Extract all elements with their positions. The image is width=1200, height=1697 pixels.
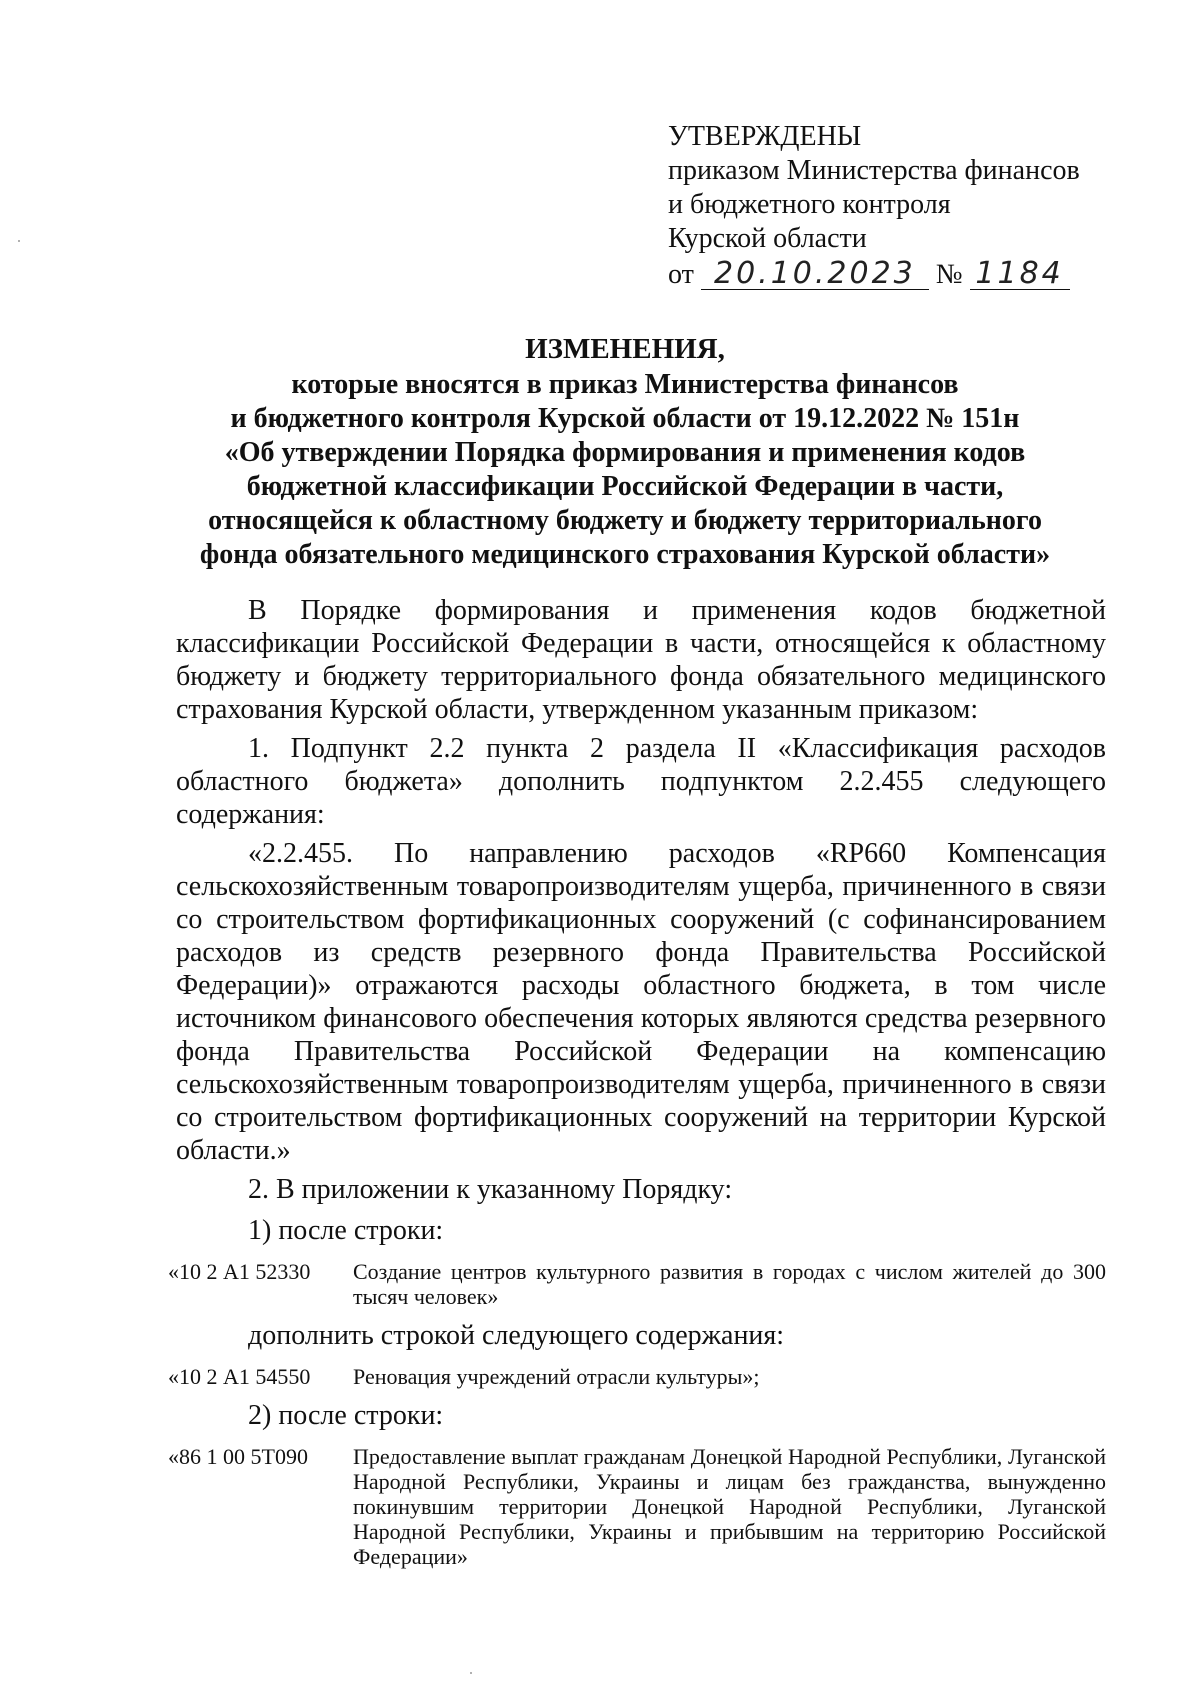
code-description: Реновация учреждений отрасли культуры»; bbox=[353, 1364, 760, 1389]
add-row-label: дополнить строкой следующего содержания: bbox=[248, 1320, 785, 1351]
code-description: Предоставление выплат гражданам Донецкой Народной Республики, Луганской Народной Республики, Украины и лицам без гражданства, вынужденно покинувшим территории Донецкой Народной Республики, Луганской Народной Республики, Украины и прибывшим на территорию Российской Федерации» bbox=[353, 1444, 1106, 1569]
heading-line: фонда обязательного медицинского страхования Курской области» bbox=[199, 539, 1051, 570]
item-1-text-paragraph: «2.2.455. По направлению расходов «RP660 Компенсация сельскохозяйственным товаропроизводителям ущерба, причиненного в связи со строительством фортификационных сооружений (с софинансированием расходов из средств резервного фонда Правительства Российской Федерации)» отражаются расходы областного бюджета, в том числе источником финансового обеспечения которых являются средства резервного фонда Правительства Российской Федерации на компенсацию сельскохозяйственным товаропроизводителям ущерба, причиненного в связи со строительством фортификационных сооружений на территории Курской области.» bbox=[176, 838, 1106, 1166]
handwritten-date: 20.10.2023 bbox=[701, 259, 929, 290]
subitem-2: 2) после строки: bbox=[248, 1400, 444, 1431]
item-2-paragraph: 2. В приложении к указанному Порядку: bbox=[248, 1174, 733, 1205]
approval-line-1: приказом Министерства финансов bbox=[668, 155, 1080, 186]
heading-line: которые вносятся в приказ Министерства финансов bbox=[291, 369, 959, 400]
scan-artifact bbox=[470, 1672, 472, 1674]
code-description: Создание центров культурного развития в городах с числом жителей до 300 тысяч человек» bbox=[353, 1259, 1106, 1309]
approval-title: УТВЕРЖДЕНЫ bbox=[668, 121, 862, 152]
from-label: от bbox=[668, 259, 694, 290]
approval-date-number bbox=[668, 258, 1148, 292]
approval-line-3: Курской области bbox=[668, 223, 867, 254]
budget-code: «10 2 А1 52330 bbox=[168, 1259, 311, 1284]
intro-paragraph: В Порядке формирования и применения кодов бюджетной классификации Российской Федерации в части, относящейся к областному бюджету и бюджету территориального фонда обязательного медицинского страхования Курской области, утвержденном указанным приказом: bbox=[176, 595, 1106, 725]
code-row bbox=[168, 1364, 1106, 1389]
subitem-1: 1) после строки: bbox=[248, 1215, 444, 1246]
code-row bbox=[168, 1444, 1106, 1569]
heading-line: бюджетной классификации Российской Федерации в части, bbox=[246, 471, 1004, 502]
budget-code: «86 1 00 5Т090 bbox=[168, 1444, 308, 1469]
code-row bbox=[168, 1259, 1106, 1309]
document-heading bbox=[170, 332, 1080, 572]
handwritten-number: 1184 bbox=[970, 259, 1070, 290]
heading-line: «Об утверждении Порядка формирования и применения кодов bbox=[224, 437, 1026, 468]
item-1-paragraph: 1. Подпункт 2.2 пункта 2 раздела II «Классификация расходов областного бюджета» дополнить подпунктом 2.2.455 следующего содержания: bbox=[176, 733, 1106, 830]
approval-line-2: и бюджетного контроля bbox=[668, 189, 951, 220]
approval-block bbox=[668, 120, 1148, 292]
heading-line: и бюджетного контроля Курской области от 19.12.2022 № 151н bbox=[230, 403, 1020, 434]
heading-line: относящейся к областному бюджету и бюджету территориального bbox=[208, 505, 1042, 536]
document-body bbox=[168, 594, 1106, 1579]
number-label: № bbox=[935, 259, 963, 290]
budget-code: «10 2 А1 54550 bbox=[168, 1364, 311, 1389]
document-title: ИЗМЕНЕНИЯ, bbox=[525, 333, 725, 365]
scan-artifact bbox=[18, 240, 20, 242]
